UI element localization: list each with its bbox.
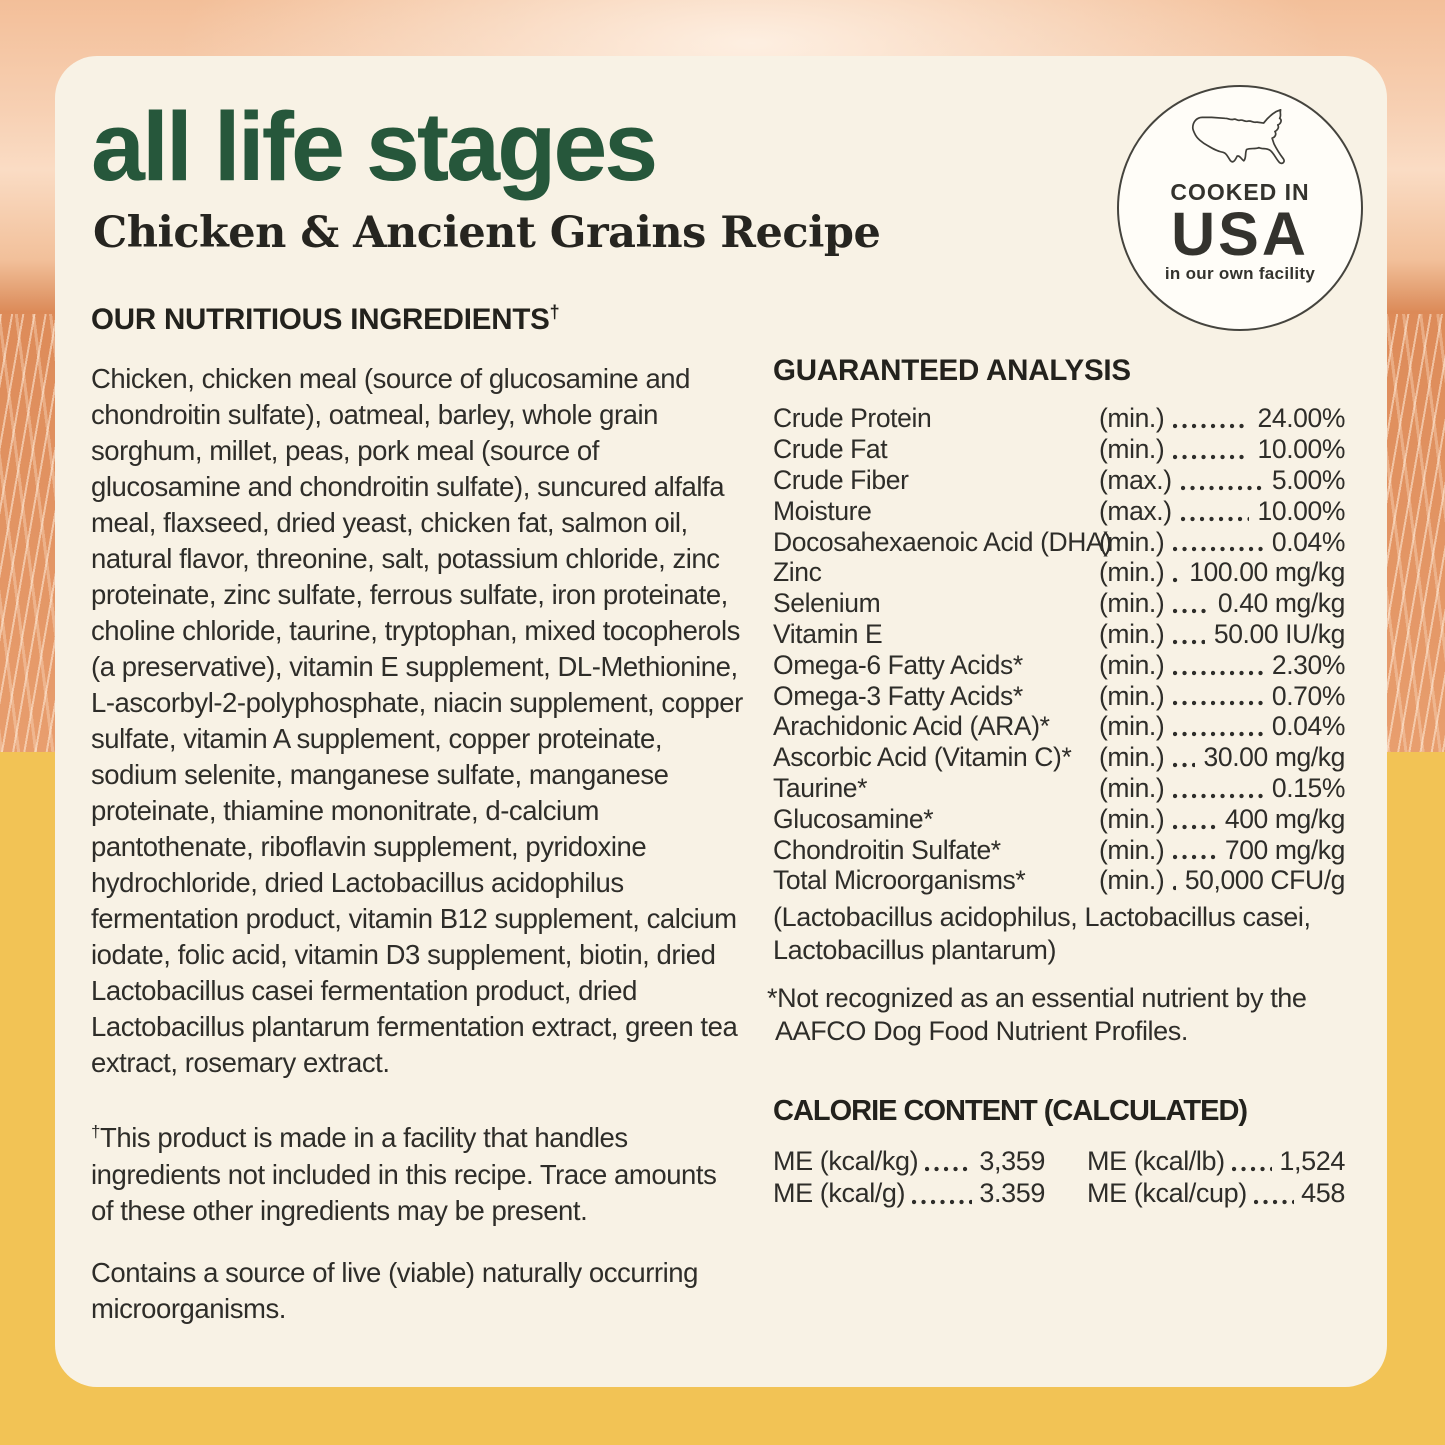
calorie-label: ME (kcal/kg) (773, 1145, 919, 1176)
nutrient-value: 0.40 mg/kg (1217, 588, 1345, 619)
nutrient-value: 50,000 CFU/g (1184, 865, 1345, 896)
dot-leader (1181, 516, 1249, 522)
min-max-qualifier: (min.) (1099, 834, 1165, 865)
nutrient-label: Crude Protein (773, 403, 932, 434)
aafco-footnote: *Not recognized as an essential nutrient by the AAFCO Dog Food Nutrient Profiles. (767, 983, 1307, 1047)
dot-leader (1173, 854, 1216, 860)
analysis-row (773, 434, 1345, 465)
nutrient-label: Zinc (773, 557, 822, 588)
nutrient-label: Vitamin E (773, 618, 883, 649)
calorie-label: ME (kcal/g) (773, 1178, 906, 1209)
nutrient-label: Ascorbic Acid (Vitamin C)* (773, 742, 1072, 773)
nutrient-value: 5.00% (1271, 464, 1345, 495)
nutrient-label: Omega-3 Fatty Acids* (773, 680, 1023, 711)
nutrient-label: Moisture (773, 495, 872, 526)
usa-map-icon (1183, 107, 1297, 175)
calorie-content-heading: CALORIE CONTENT (CALCULATED) (773, 1095, 1248, 1127)
nutrient-label: Crude Fiber (773, 464, 909, 495)
analysis-row (773, 557, 1345, 588)
calorie-row (773, 1177, 1045, 1210)
nutrient-value: 30.00 mg/kg (1203, 742, 1345, 773)
calorie-label: ME (kcal/lb) (1087, 1145, 1225, 1176)
calorie-value: 458 (1301, 1178, 1345, 1209)
dot-leader (1173, 577, 1180, 583)
analysis-row (773, 403, 1345, 434)
analysis-row (773, 527, 1345, 558)
dot-leader (925, 1166, 972, 1172)
ingredients-heading (91, 302, 743, 337)
nutrient-value: 10.00% (1257, 434, 1345, 465)
min-max-qualifier: (min.) (1099, 865, 1165, 896)
nutrient-value: 0.04% (1271, 526, 1345, 557)
min-max-qualifier: (min.) (1099, 772, 1165, 803)
calorie-row (1087, 1177, 1345, 1210)
nutrient-label: Taurine* (773, 772, 868, 803)
guaranteed-analysis-heading: GUARANTEED ANALYSIS (773, 354, 1131, 387)
nutrient-value: 50.00 IU/kg (1213, 618, 1345, 649)
analysis-row (773, 650, 1345, 681)
dagger-mark: † (91, 1122, 101, 1142)
nutrient-label: Selenium (773, 588, 881, 619)
calorie-value: 3,359 (979, 1145, 1045, 1176)
nutrient-label: Docosahexaenoic Acid (DHA) (773, 526, 1112, 557)
dot-leader (1173, 793, 1263, 799)
analysis-row (773, 681, 1345, 712)
analysis-row (773, 835, 1345, 866)
min-max-qualifier: (min.) (1099, 557, 1165, 588)
calorie-row (773, 1145, 1045, 1178)
dot-leader (1173, 454, 1248, 460)
nutrient-value: 700 mg/kg (1224, 834, 1345, 865)
nutrient-value: 400 mg/kg (1224, 803, 1345, 834)
min-max-qualifier: (max.) (1099, 464, 1172, 495)
analysis-table (773, 403, 1345, 896)
nutrient-value: 24.00% (1257, 403, 1345, 434)
analysis-row (773, 619, 1345, 650)
badge-cooked-in-text: COOKED IN (1170, 179, 1310, 205)
min-max-qualifier: (min.) (1099, 618, 1165, 649)
dot-leader (1173, 423, 1248, 429)
nutrient-value: 10.00% (1257, 495, 1345, 526)
nutrient-label: Glucosamine* (773, 803, 934, 834)
dot-leader (1181, 485, 1263, 491)
min-max-qualifier: (min.) (1099, 526, 1165, 557)
badge-facility-text: in our own facility (1164, 264, 1316, 284)
badge-usa-text: USA (1171, 200, 1309, 268)
dot-leader (1254, 1199, 1294, 1205)
calorie-content-section (773, 1094, 1345, 1210)
analysis-row (773, 865, 1345, 896)
nutrient-label: Crude Fat (773, 434, 888, 465)
min-max-qualifier: (min.) (1099, 803, 1165, 834)
nutrient-value: 0.15% (1271, 772, 1345, 803)
calorie-value: 1,524 (1279, 1145, 1345, 1176)
label-card (55, 56, 1387, 1387)
calorie-column-right (1087, 1145, 1345, 1210)
dot-leader (1173, 639, 1205, 645)
min-max-qualifier: (min.) (1099, 711, 1165, 742)
nutrient-label: Total Microorganisms* (773, 865, 1026, 896)
calorie-value: 3.359 (979, 1178, 1045, 1209)
min-max-qualifier: (min.) (1099, 434, 1165, 465)
calorie-row (1087, 1145, 1345, 1178)
nutrient-value: 0.70% (1271, 680, 1345, 711)
min-max-qualifier: (min.) (1099, 680, 1165, 711)
dot-leader (1173, 824, 1216, 830)
page-title: all life stages (91, 92, 656, 201)
analysis-row (773, 465, 1345, 496)
dot-leader (1173, 885, 1176, 891)
ingredients-heading-text: OUR NUTRITIOUS INGREDIENTS (91, 303, 550, 336)
guaranteed-analysis-section (767, 353, 1345, 1048)
nutrient-value: 2.30% (1271, 649, 1345, 680)
dot-leader (1173, 700, 1263, 706)
nutrient-label: Omega-6 Fatty Acids* (773, 649, 1023, 680)
dot-leader (1173, 546, 1263, 552)
dagger-mark: † (549, 302, 560, 323)
analysis-row (773, 711, 1345, 742)
dot-leader (1173, 762, 1194, 768)
analysis-row (773, 588, 1345, 619)
min-max-qualifier: (max.) (1099, 495, 1172, 526)
dot-leader (1232, 1166, 1273, 1172)
nutrient-label: Arachidonic Acid (ARA)* (773, 711, 1050, 742)
nutrient-value: 0.04% (1271, 711, 1345, 742)
min-max-qualifier: (min.) (1099, 588, 1165, 619)
recipe-subtitle: Chicken & Ancient Grains Recipe (93, 208, 881, 258)
nutrient-label: Chondroitin Sulfate* (773, 834, 1001, 865)
calorie-table (773, 1145, 1345, 1210)
analysis-row (773, 742, 1345, 773)
calorie-label: ME (kcal/cup) (1087, 1178, 1247, 1209)
microorganisms-species-note: (Lactobacillus acidophilus, Lactobacillus casei, Lactobacillus plantarum) (773, 902, 1311, 966)
analysis-row (773, 773, 1345, 804)
cooked-in-usa-badge (1117, 85, 1363, 331)
facility-footnote-text: This product is made in a facility that handles ingredients not included in this recipe. Trace amounts of these other ingredients may be present. (91, 1122, 717, 1226)
ingredients-section (91, 302, 743, 1327)
dot-leader (1173, 608, 1209, 614)
dot-leader (1173, 731, 1263, 737)
dot-leader (1173, 670, 1263, 676)
min-max-qualifier: (min.) (1099, 403, 1165, 434)
calorie-column-left (773, 1145, 1045, 1210)
ingredients-list: Chicken, chicken meal (source of glucosamine and chondroitin sulfate), oatmeal, barley, whole grain sorghum, millet, peas, pork meal (source of glucosamine and chondroitin sulfate), suncured alfalfa meal, flaxseed, dried yeast, chicken fat, salmon oil, natural flavor, threonine, salt, potassium chloride, zinc proteinate, zinc sulfate, ferrous sulfate, iron proteinate, choline chloride, taurine, tryptophan, mixed tocopherols (a preservative), vitamin E supplement, DL-Methionine, L-ascorbyl-2-polyphosphate, niacin supplement, copper sulfate, vitamin A supplement, copper proteinate, sodium selenite, manganese sulfate, manganese proteinate, thiamine mononitrate, d-calcium pantothenate, riboflavin supplement, pyridoxine hydrochloride, dried Lactobacillus acidophilus fermentation product, vitamin B12 supplement, calcium iodate, folic acid, vitamin D3 supplement, biotin, dried Lactobacillus casei fermentation product, dried Lactobacillus plantarum fermentation extract, green tea extract, rosemary extract. (91, 363, 743, 1079)
facility-footnote (91, 1114, 743, 1228)
nutrient-value: 100.00 mg/kg (1189, 557, 1345, 588)
analysis-row (773, 496, 1345, 527)
dot-leader (912, 1199, 972, 1205)
live-microorganisms-note: Contains a source of live (viable) naturally occurring microorganisms. (91, 1256, 698, 1324)
min-max-qualifier: (min.) (1099, 742, 1165, 773)
min-max-qualifier: (min.) (1099, 649, 1165, 680)
analysis-row (773, 804, 1345, 835)
